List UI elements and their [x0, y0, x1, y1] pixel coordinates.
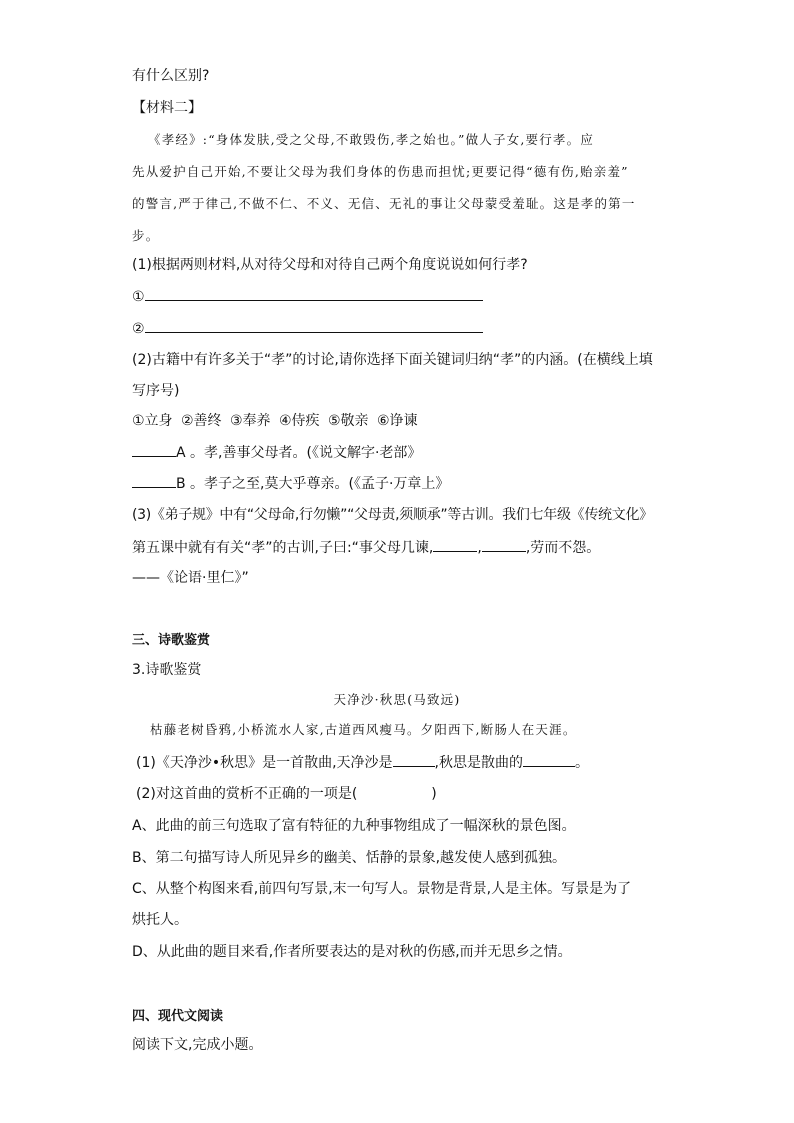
- option-d: [132, 942, 572, 962]
- text: C、从整个构图来看,前四句写景,末一句写人。景物是背景,人是主体。写景是为了: [132, 881, 632, 897]
- answer-blank[interactable]: [132, 442, 176, 457]
- text: 烘托人。: [132, 912, 188, 928]
- text: 天净沙·秋思(马致远): [333, 692, 461, 707]
- material-text: [132, 162, 629, 182]
- option-c-cont: [132, 910, 188, 930]
- answer-blank[interactable]: [145, 286, 483, 301]
- answer-blank[interactable]: [145, 318, 483, 333]
- text: ②: [132, 321, 145, 337]
- text: 的警言,严于律己,不做不仁、不义、无信、无礼的事让父母蒙受羞耻。这是孝的第一: [132, 196, 636, 211]
- text: (1)根据两则材料,从对待父母和对待自己两个角度说说如何行孝?: [132, 257, 528, 273]
- text: 步。: [132, 228, 160, 243]
- question-3: [132, 505, 653, 525]
- poem-text: [150, 720, 577, 740]
- text: ,秋思是散曲的: [434, 755, 523, 771]
- option-b: [132, 848, 566, 868]
- text-line: [132, 381, 179, 401]
- question-2: [132, 350, 653, 370]
- text: 有什么区别?: [132, 68, 210, 84]
- question-3-line: [132, 537, 600, 558]
- poem-question-2: [136, 784, 437, 804]
- poem-question-1: [136, 752, 589, 773]
- poem-title: [0, 690, 794, 710]
- material-text: [132, 194, 636, 214]
- question-1: [132, 255, 528, 275]
- text: D、从此曲的题目来看,作者所要表达的是对秋的伤感,而并无思乡之情。: [132, 944, 572, 960]
- text: B、第二句描写诗人所见异乡的幽美、恬静的景象,越发使人感到孤独。: [132, 850, 567, 866]
- answer-line-2: [132, 318, 483, 339]
- text-line: [132, 66, 209, 86]
- text: ——《论语·里仁》”: [132, 570, 249, 586]
- text: 《孝经》:“身体发肤,受之父母,不敢毁伤,孝之始也。”做人子女,要行孝。应: [148, 132, 595, 147]
- text: ①立身 ②善终 ③奉养 ④侍疾 ⑤敬亲 ⑥诤谏: [132, 413, 418, 429]
- keyword-options: [132, 411, 418, 431]
- answer-blank[interactable]: [482, 537, 526, 552]
- text: 阅读下文,完成小题。: [132, 1037, 263, 1053]
- text: 【材料二】: [132, 100, 202, 116]
- text: (3)《弟子规》中有“父母命,行勿懒”“父母责,须顺承”等古训。我们七年级《传统文化》: [132, 507, 653, 523]
- text: 四、现代文阅读: [132, 1009, 224, 1024]
- text: (2)对这首曲的赏析不正确的一项是(: [136, 786, 358, 802]
- text: (1)《天净沙•秋思》是一首散曲,天净沙是: [136, 755, 393, 771]
- text: 写序号): [132, 383, 180, 399]
- material-text: [132, 226, 159, 246]
- answer-blank[interactable]: [132, 473, 176, 488]
- text: (2)古籍中有许多关于“孝”的讨论,请你选择下面关键词归纳“孝”的内涵。(在横线上填: [132, 352, 653, 368]
- fill-line-b: [132, 473, 449, 494]
- text: B 。孝子之至,莫大乎尊亲。(《孟子·万章上》: [176, 476, 450, 492]
- material-text: [148, 130, 594, 150]
- text: 枯藤老树昏鸦,小桥流水人家,古道西风瘦马。夕阳西下,断肠人在天涯。: [150, 722, 577, 737]
- option-a: [132, 816, 576, 836]
- text: ,: [477, 540, 482, 556]
- text: 3.诗歌鉴赏: [132, 662, 202, 678]
- fill-line-a: [132, 442, 421, 463]
- instruction: [132, 1035, 262, 1055]
- answer-blank[interactable]: [523, 752, 575, 767]
- answer-blank[interactable]: [393, 752, 435, 767]
- option-c: [132, 879, 631, 899]
- section-heading: [132, 631, 210, 651]
- section-heading: [132, 1007, 223, 1027]
- material-heading: [132, 98, 202, 118]
- answer-line-1: [132, 286, 483, 307]
- text: ①: [132, 289, 145, 305]
- text: 先从爱护自己开始,不要让父母为我们身体的伤患而担忧;更要记得“德有伤,贻亲羞”: [132, 164, 629, 179]
- text: A 。孝,善事父母者。(《说文解字·老部》: [176, 445, 422, 461]
- text: A、此曲的前三句选取了富有特征的九种事物组成了一幅深秋的景色图。: [132, 818, 576, 834]
- text: 第五课中就有有关“孝”的古训,子曰:“事父母几谏,: [132, 540, 434, 556]
- text: ,劳而不怨。: [525, 540, 601, 556]
- text: 三、诗歌鉴赏: [132, 633, 211, 648]
- text: ): [431, 786, 437, 802]
- citation: [132, 568, 249, 588]
- answer-blank[interactable]: [433, 537, 477, 552]
- question-number: [132, 660, 201, 680]
- text: 。: [575, 755, 589, 771]
